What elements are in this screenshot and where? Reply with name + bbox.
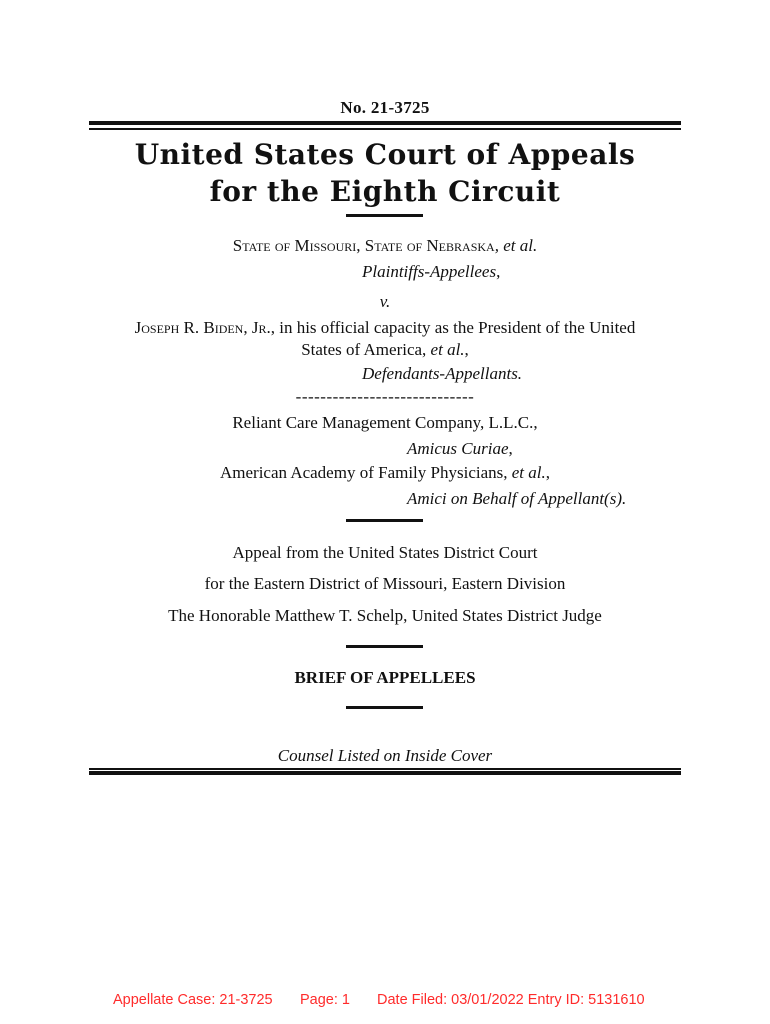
footer-page: Page: 1	[300, 992, 350, 1008]
amicus2-punct: ,	[545, 463, 551, 482]
amicus2-role: Amici on Behalf of Appellant(s).	[407, 489, 627, 508]
defendant-line2	[0, 340, 770, 360]
brief-title: BRIEF OF APPELLEES	[294, 668, 476, 687]
counsel-note: Counsel Listed on Inside Cover	[277, 746, 493, 765]
top-thick-rule	[89, 121, 681, 125]
amicus1-role-line	[407, 439, 513, 459]
section-rule-3	[346, 645, 423, 648]
amicus2-etal: et al.	[511, 463, 546, 482]
defendant-etal: et al.	[430, 340, 465, 359]
defendant-line1	[0, 318, 770, 338]
amicus1-name: Reliant Care Management Company, L.L.C.,	[232, 413, 538, 432]
bottom-thin-rule	[89, 768, 681, 770]
court-name-line1: United States Court of Appeals	[134, 138, 636, 171]
defendant-capacity: , in his official capacity as the President of the United	[270, 318, 636, 337]
amicus2-name: American Academy of Family Physicians,	[219, 463, 508, 482]
section-rule-2	[346, 519, 423, 522]
amicus1-punct: ,	[508, 439, 513, 458]
top-thin-rule	[89, 128, 681, 130]
court-name-line2: for the Eighth Circuit	[209, 175, 561, 208]
plaintiffs-role-line	[362, 262, 500, 282]
plaintiffs-etal: , et al.	[494, 236, 538, 255]
docket-number: No. 21-3725	[340, 98, 430, 117]
bottom-thick-rule	[89, 771, 681, 775]
plaintiffs-role: Plaintiffs-Appellees	[362, 262, 497, 281]
appeal-line2: for the Eastern District of Missouri, Eastern Division	[204, 574, 566, 593]
amicus1-role: Amicus Curiae	[407, 439, 509, 458]
appeal-line3: The Honorable Matthew T. Schelp, United States District Judge	[168, 606, 602, 625]
defendants-role: Defendants-Appellants.	[362, 364, 523, 383]
defendant-name: Joseph R. Biden, Jr.	[134, 318, 271, 337]
defendant-country: States of America,	[301, 340, 427, 359]
plaintiffs-role-punct: ,	[496, 262, 501, 281]
plaintiffs-line	[0, 236, 770, 256]
amici-divider: -----------------------------	[295, 387, 475, 406]
section-rule-1	[346, 214, 423, 217]
defendant-line2-punct: ,	[464, 340, 469, 359]
plaintiffs-names: State of Missouri, State of Nebraska	[232, 236, 495, 255]
versus: v.	[379, 292, 391, 311]
section-rule-4	[346, 706, 423, 709]
appeal-line1: Appeal from the United States District Court	[232, 543, 538, 562]
amicus2-line	[0, 463, 770, 483]
footer-case: Appellate Case: 21-3725	[113, 992, 273, 1008]
footer-filed: Date Filed: 03/01/2022 Entry ID: 5131610	[377, 992, 645, 1008]
